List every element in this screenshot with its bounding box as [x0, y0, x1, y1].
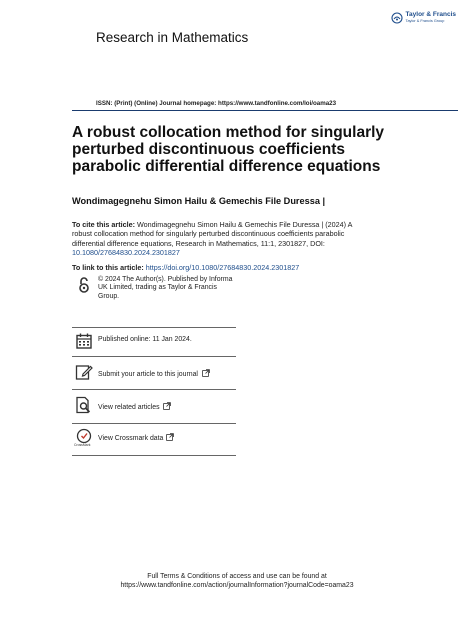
- footer-terms-text: Full Terms & Conditions of access and use can be found at: [147, 573, 327, 580]
- external-link-icon: [202, 369, 210, 377]
- external-link-icon: [166, 433, 174, 441]
- article-link-line: [72, 263, 299, 272]
- edit-icon: [75, 363, 93, 381]
- submit-article-label: [98, 369, 210, 379]
- search-document-icon: [75, 396, 93, 414]
- issn-line[interactable]: ISSN: (Print) (Online) Journal homepage: https://www.tandfonline.com/loi/oama23: [96, 100, 337, 107]
- citation-block: [72, 220, 372, 258]
- divider-1: [72, 327, 236, 328]
- published-date: Published online: 11 Jan 2024.: [98, 336, 192, 343]
- citation-doi-link[interactable]: 10.1080/27684830.2024.2301827: [72, 248, 180, 258]
- calendar-icon: [75, 332, 93, 350]
- related-articles-text: View related articles: [98, 404, 160, 411]
- citation-text: Wondimagegnehu Simon Hailu & Gemechis File Duressa | (2024) A robust collocation method for singularly perturbed discontinuous coefficients parabolic differential difference equations, Research in Mathematics, 11:1, 2301827, DOI:: [72, 220, 353, 248]
- article-link-url[interactable]: https://doi.org/10.1080/27684830.2024.2301827: [145, 263, 300, 272]
- divider-5: [72, 455, 236, 456]
- journal-name: Research in Mathematics: [96, 30, 249, 45]
- submit-article-text: Submit your article to this journal: [98, 371, 198, 378]
- footer-terms-link[interactable]: https://www.tandfonline.com/action/journalInformation?journalCode=oama23: [120, 581, 354, 589]
- publisher-name: Taylor & Francis: [405, 11, 456, 18]
- crossmark-label: [98, 433, 174, 443]
- license-text: © 2024 The Author(s). Published by Informa UK Limited, trading as Taylor & Francis Group.: [98, 276, 233, 300]
- article-authors: Wondimagegnehu Simon Hailu & Gemechis File Duressa |: [72, 196, 326, 206]
- footer: [0, 573, 474, 590]
- publisher-tagline: Taylor & Francis Group: [405, 18, 445, 23]
- header-divider: [72, 110, 458, 111]
- related-articles-label: [98, 402, 171, 412]
- article-link-label: To link to this article:: [72, 263, 144, 272]
- open-access-icon: [75, 276, 93, 294]
- publisher-logo-icon: [391, 12, 403, 24]
- publisher-logo[interactable]: [391, 12, 456, 24]
- article-title: A robust collocation method for singularly perturbed discontinuous coefficients parabolic differential difference equations: [72, 124, 385, 175]
- external-link-icon: [163, 402, 171, 410]
- divider-2: [72, 356, 236, 357]
- crossmark-text: View Crossmark data: [98, 435, 164, 442]
- divider-3: [72, 389, 236, 390]
- divider-4: [72, 423, 236, 424]
- crossmark-badge-text: CrossMark: [74, 443, 91, 447]
- citation-label: To cite this article:: [72, 220, 135, 229]
